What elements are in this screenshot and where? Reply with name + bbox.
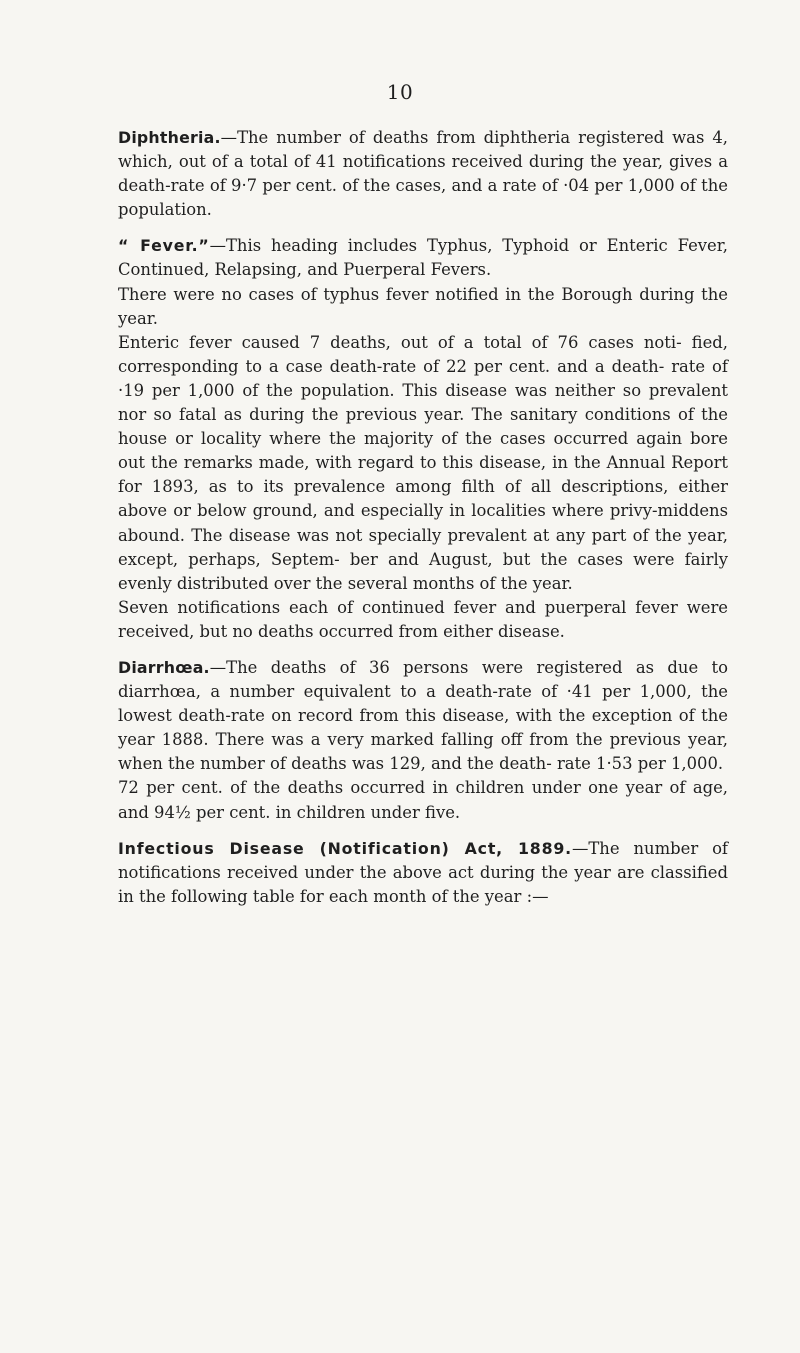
heading-fever: “ Fever.” bbox=[118, 236, 210, 256]
diphtheria-text: —The number of deaths from diphtheria registered was 4, which, out of a total of 41 notifications received during the year, gives a death-rate of 9·7 per cent. of the cases, and a rate of ·04 per 1,000 of the population. bbox=[118, 128, 728, 220]
paragraph-diarrhoea-ages: 72 per cent. of the deaths occurred in children under one year of age, and 94½ per cent. in children under five. bbox=[118, 778, 728, 822]
heading-diarrhoea: Diarrhœa. bbox=[118, 657, 210, 677]
paragraph-enteric: Enteric fever caused 7 deaths, out of a total of 76 cases noti- fied, corresponding to a case death-rate of 22 per cent. and a death- rate of ·19 per 1,000 of the population. This disease was neither so prevalent nor so fatal as during the previous year. The sanitary conditions of the house or locality where the majority of the cases occurred again bore out the remarks made, with regard to this disease, in the Annual Report for 1893, as to its prevalence among filth of all descriptions, either above or below ground, and especially in localities where privy-middens abound. The disease was not specially prevalent at any part of the year, except, perhaps, Septem- ber and August, but the cases were fairly evenly distributed over the several months of the year. bbox=[118, 332, 728, 593]
paragraph-diarrhoea bbox=[118, 656, 728, 776]
paragraph-typhus: There were no cases of typhus fever notified in the Borough during the year. bbox=[118, 284, 728, 328]
infectious-disease-text: —The number of notifications received under the above act during the year are classified in the following table for each month of the year :— bbox=[118, 838, 729, 906]
fever-text: —This heading includes Typhus, Typhoid or Enteric Fever, Continued, Relapsing, and Puerperal Fevers. bbox=[118, 236, 728, 280]
paragraph-infectious-disease bbox=[118, 837, 728, 909]
paragraph-fever bbox=[118, 234, 728, 282]
heading-diphtheria: Diphtheria. bbox=[118, 128, 221, 147]
paragraph-continued-puerperal: Seven notifications each of continued fever and puerperal fever were received, but no deaths occurred from either disease. bbox=[118, 597, 728, 641]
diarrhoea-text: —The deaths of 36 persons were registered as due to diarrhœa, a number equivalent to a death-rate of ·41 per 1,000, the lowest death-rate on record from this disease, with the exception of the year 1888. There was a very marked falling off from the previous year, when the number of deaths was 129, and the death- rate 1·53 per 1,000. bbox=[118, 657, 728, 774]
page-number: 10 bbox=[386, 80, 414, 104]
paragraph-diphtheria bbox=[118, 126, 728, 222]
page-body bbox=[118, 126, 728, 909]
heading-infectious-disease: Infectious Disease (Notification) Act, 1889. bbox=[118, 838, 572, 858]
